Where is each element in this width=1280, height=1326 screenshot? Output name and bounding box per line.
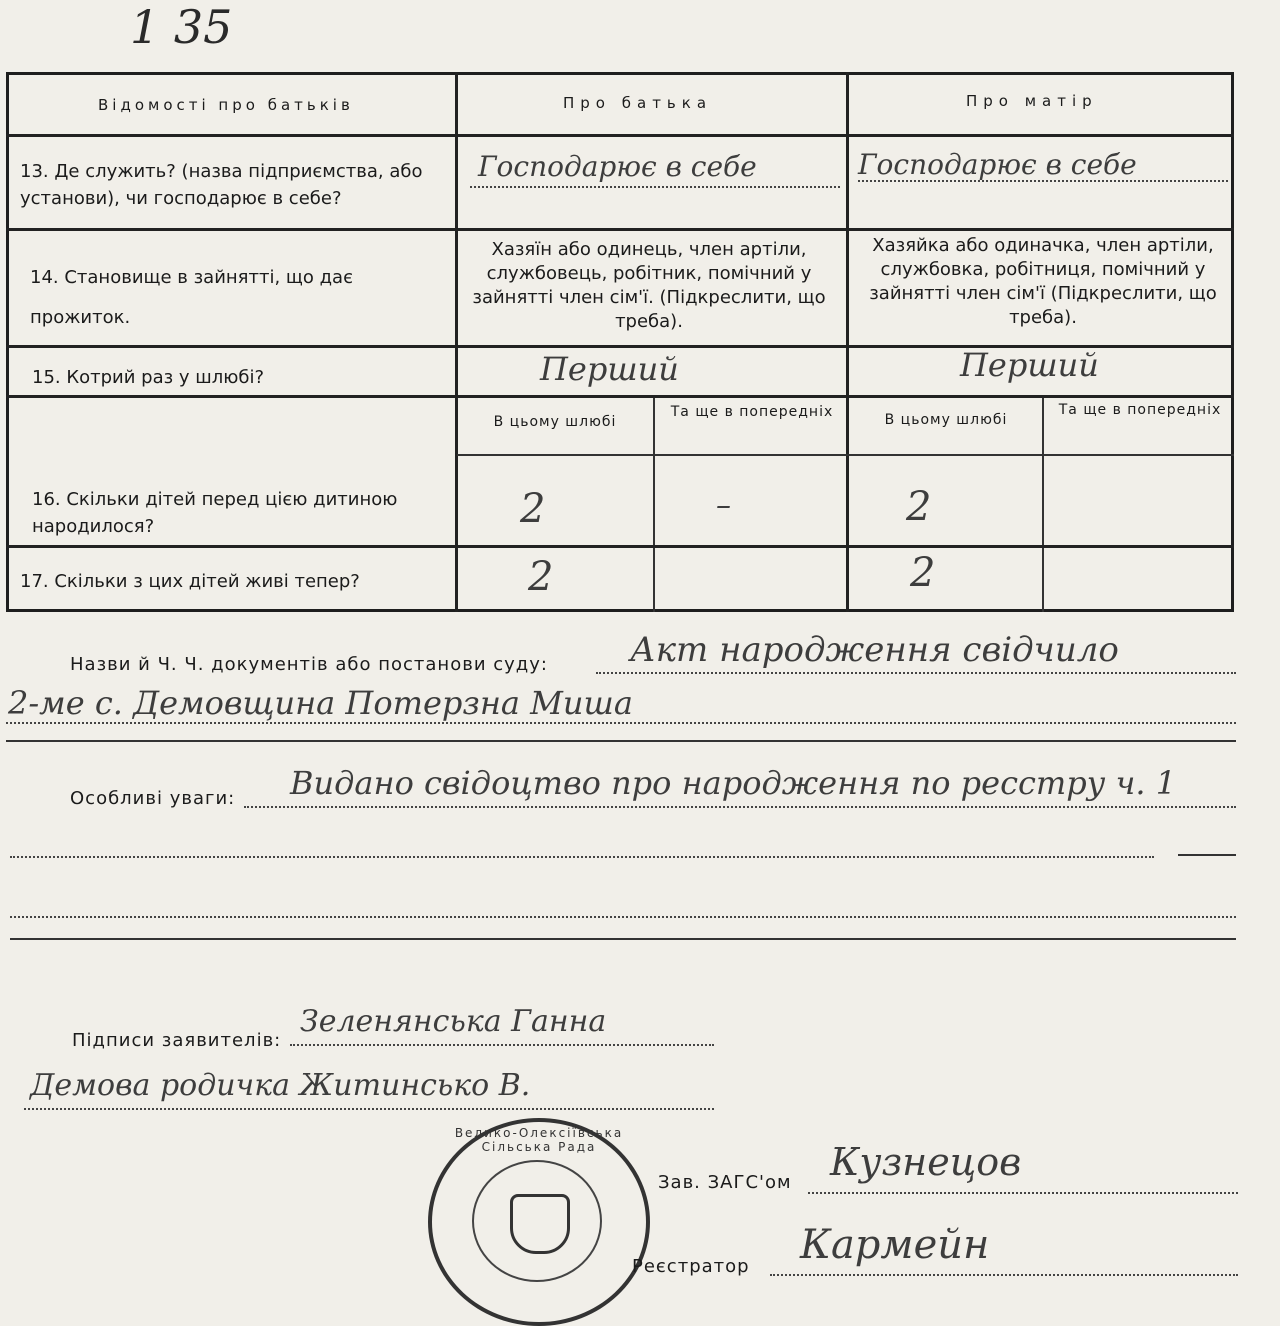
table-col-divider-mother-sub bbox=[1042, 395, 1044, 612]
subheader-mother-previous: Та ще в попередніх bbox=[1058, 402, 1222, 418]
applicant-signature-2: Демова родичка Житинсько В. bbox=[30, 1068, 531, 1103]
head-dotted-line bbox=[808, 1192, 1238, 1194]
table-row-divider-13 bbox=[6, 228, 1234, 231]
q13-father-dotted-line bbox=[470, 186, 840, 188]
q14-father-options: Хазяїн або одинець, член артіли, службовець, робітник, помічний у зайнятті член сім'ї. (Підкреслити, що треба). bbox=[472, 239, 826, 332]
documents-value-line1: Акт народження свідчило bbox=[630, 630, 1119, 670]
q16-father-this-value: 2 bbox=[520, 486, 546, 532]
head-of-registry-signature: Кузнецов bbox=[830, 1140, 1022, 1184]
subheader-father-this-marriage: В цьому шлюбі bbox=[493, 414, 617, 430]
question-13: 13. Де служить? (назва підприємства, або установи), чи господарює в себе? bbox=[20, 161, 423, 209]
seal-inner-ring bbox=[472, 1160, 602, 1282]
documents-dotted-line-2 bbox=[6, 722, 1236, 724]
remarks-dotted-line-3 bbox=[10, 916, 1236, 918]
table-row-divider-16 bbox=[6, 545, 1234, 548]
q16-mother-this-value: 2 bbox=[906, 484, 932, 530]
table-col-divider-father-sub bbox=[653, 395, 655, 612]
remarks-label: Особливі уваги: bbox=[70, 788, 236, 809]
q14-mother-options: Хазяйка або одиначка, член артіли, службовка, робітниця, помічний у зайнятті член сім'ї (Підкреслити, що треба). bbox=[869, 235, 1217, 328]
remarks-dotted-line-2 bbox=[10, 856, 1154, 858]
q15-father-answer: Перший bbox=[540, 350, 679, 388]
seal-emblem-icon bbox=[510, 1194, 570, 1254]
question-16: 16. Скільки дітей перед цією дитиною народилося? bbox=[32, 489, 398, 537]
signatures-dotted-line-2 bbox=[24, 1108, 714, 1110]
head-of-registry-label: Зав. ЗАГС'ом bbox=[658, 1172, 792, 1193]
remarks-dotted-line-1 bbox=[244, 806, 1236, 808]
table-row-divider-subheader bbox=[457, 454, 1234, 456]
q13-mother-answer: Господарює в себе bbox=[858, 148, 1137, 181]
archive-corner-mark: 1 35 bbox=[130, 0, 233, 54]
documents-value-line2: 2-ме с. Демовщина Потерзна Миша bbox=[8, 684, 633, 722]
q16-father-prev-value: – bbox=[716, 488, 731, 523]
header-mother: Про матір bbox=[966, 92, 1098, 110]
question-17: 17. Скільки з цих дітей живі тепер? bbox=[20, 571, 360, 592]
table-col-divider-1 bbox=[455, 72, 458, 612]
registrar-label: Реєстратор bbox=[632, 1256, 750, 1277]
subheader-mother-this-marriage: В цьому шлюбі bbox=[884, 412, 1008, 428]
official-seal bbox=[428, 1118, 650, 1326]
signatures-label: Підписи заявителів: bbox=[72, 1030, 282, 1051]
q15-mother-answer: Перший bbox=[960, 346, 1099, 384]
header-parents-info: Відомості про батьків bbox=[98, 96, 354, 114]
q17-mother-this-value: 2 bbox=[910, 550, 936, 596]
seal-text: Велико-Олексіївська Сільська Рада bbox=[454, 1126, 624, 1154]
question-14: 14. Становище в зайнятті, що дає прожиток. bbox=[30, 267, 353, 328]
documents-label: Назви й Ч. Ч. документів або постанови суду: bbox=[70, 654, 548, 675]
q13-father-answer: Господарює в себе bbox=[478, 150, 757, 183]
table-row-divider-15 bbox=[6, 395, 1234, 398]
header-father: Про батька bbox=[563, 94, 713, 112]
table-row-divider-header bbox=[6, 134, 1234, 137]
subheader-father-previous: Та ще в попередніх bbox=[670, 404, 834, 420]
table-col-divider-2 bbox=[846, 72, 849, 612]
remarks-short-line bbox=[1178, 854, 1236, 856]
remarks-separator bbox=[10, 938, 1236, 940]
applicant-signature-1: Зеленянська Ганна bbox=[300, 1004, 607, 1039]
documents-dotted-line-1 bbox=[596, 672, 1236, 674]
question-15: 15. Котрий раз у шлюбі? bbox=[32, 367, 265, 388]
documents-separator bbox=[6, 740, 1236, 742]
registrar-dotted-line bbox=[770, 1274, 1238, 1276]
remarks-value: Видано свідоцтво про народження по ресстру ч. 1 bbox=[290, 764, 1177, 802]
registrar-signature: Кармейн bbox=[800, 1222, 990, 1268]
q17-father-this-value: 2 bbox=[528, 554, 554, 600]
signatures-dotted-line-1 bbox=[290, 1044, 714, 1046]
q13-mother-dotted-line bbox=[858, 180, 1228, 182]
